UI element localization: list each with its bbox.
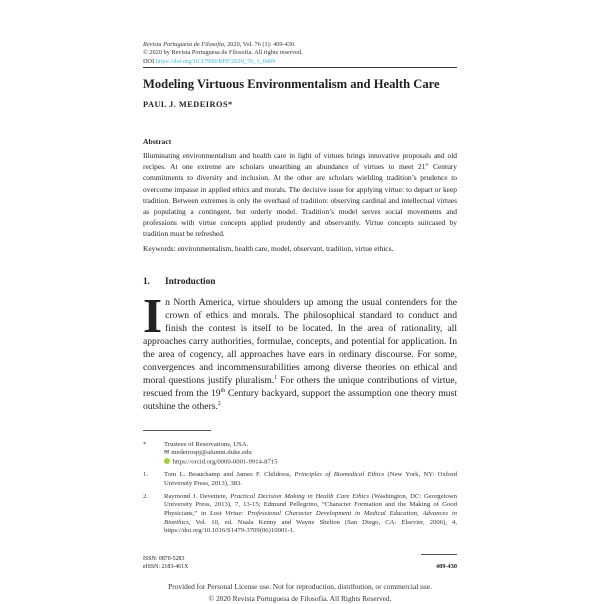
author-footnote: * Trustees of Reservations, USA. ✉ medeirospj@alumni.duke.edu https://orcid.org/0000-0001-9914-8715 [143, 440, 278, 466]
paper-title: Modeling Virtuous Environmentalism and Health Care [143, 76, 440, 91]
drop-cap: I [143, 287, 163, 343]
issn-block: ISSN: 0870-5283 eISSN: 2183-461X [143, 556, 189, 570]
footnote-ref[interactable]: 1 [274, 375, 278, 382]
footnote-1: 1. Tom L. Beauchamp and James F. Childress, Principles of Biomedical Ethics (New York, NY: Oxford University Press, 2013), 383. [143, 471, 457, 487]
orcid-link[interactable]: https://orcid.org/0000-0001-9914-8715 [172, 458, 278, 466]
journal-header [143, 41, 457, 66]
orcid-icon [164, 458, 170, 464]
header-rule [143, 67, 457, 68]
doi-label: DOI [143, 57, 155, 65]
page-range: 409-430 [436, 563, 457, 571]
page-bottom-row [143, 554, 457, 571]
email-link[interactable]: medeirospj@alumni.duke.edu [171, 449, 252, 457]
license-footer: Provided for Personal License use. Not for reproduction, distribution, or commercial use. © 2020 Revista Portuguesa de Filosofia. All Rights Reserved. [168, 582, 432, 603]
copyright: © 2020 by Revista Portuguesa de Filosofia. All rights reserved. [143, 49, 303, 57]
email-icon: ✉ [164, 449, 170, 457]
doi-link[interactable]: https://doi.org/10.17990/RPF/2020_76_1_0409 [155, 57, 276, 65]
intro-paragraph: In North America, virtue shoulders up among the usual contenders for the crown of ethics and morals. The philosophical standard to conduct and finish the contest is itself to be located. In the area of rationality, all approaches carry authorities, formulae, concepts, and potential for application. In the area of cogency, all approaches have ears in ordinary discourse. For some, convergences and incommensurabilities among diverse theories on ethical and moral questions justify pluralism.$^1$ For others the unique contributions of virtue, rescued from the 19th Century backyard, support the assumption one theory must outshine the others.$^2$ [143, 287, 457, 413]
section-heading: 1. Introduction [143, 276, 216, 287]
page-column [143, 41, 457, 604]
footnote-rule [143, 430, 211, 431]
page-rule [421, 554, 457, 571]
abstract-heading: Abstract [143, 136, 172, 146]
citation: , 2020, Vol. 76 (1): 409-430. [223, 41, 296, 48]
journal-name: Revista Portuguesa de Filosofia [143, 41, 224, 48]
footnote-2: 2. Raymond J. Devettere, Practical Decision Making in Health Care Ethics (Washington, DC: Georgetown University Press, 2013), 7, 13-15; Edmund Pellegrino, “Character Formation and the Making of Good Physicians,” in Lost Virtue: Professional Character Development in Medical Education, Advances in Bioethics, Vol. 10, ed. Nuala Kenny and Wayne Shelton (San Diego, CA: Elsevier, 2006), 4, https://doi.org/10.1016/S1479-3709(06)10001-1. [143, 492, 458, 535]
keywords: Keywords: environmentalism, health care, model, observant, tradition, virtue ethics. [143, 243, 394, 253]
footnote-ref[interactable]: 2 [217, 401, 221, 408]
footnotes [143, 441, 457, 537]
author: PAUL J. MEDEIROS* [143, 99, 233, 109]
abstract-text: Illuminating environmentalism and health care in light of virtues brings innovative proposals and old recipes. At one extreme are scholars unearthing an abundance of virtues to meet 21st Century commitments to diversity and inclusion. At the other are scholars wielding tradition’s prudence to overcome impasse in applied ethics and morals. The decisive issue for applying virtue: to depart or keep tradition. Between extremes is only the overhaul of tradition: observing cardinal and intellectual virtues as populating a contingent, but orderly model. Tradition’s model serves social movements and professions with virtue concepts applied prudently and observantly. Virtue concepts suitcased by tradition must be refreshed. [143, 150, 458, 239]
